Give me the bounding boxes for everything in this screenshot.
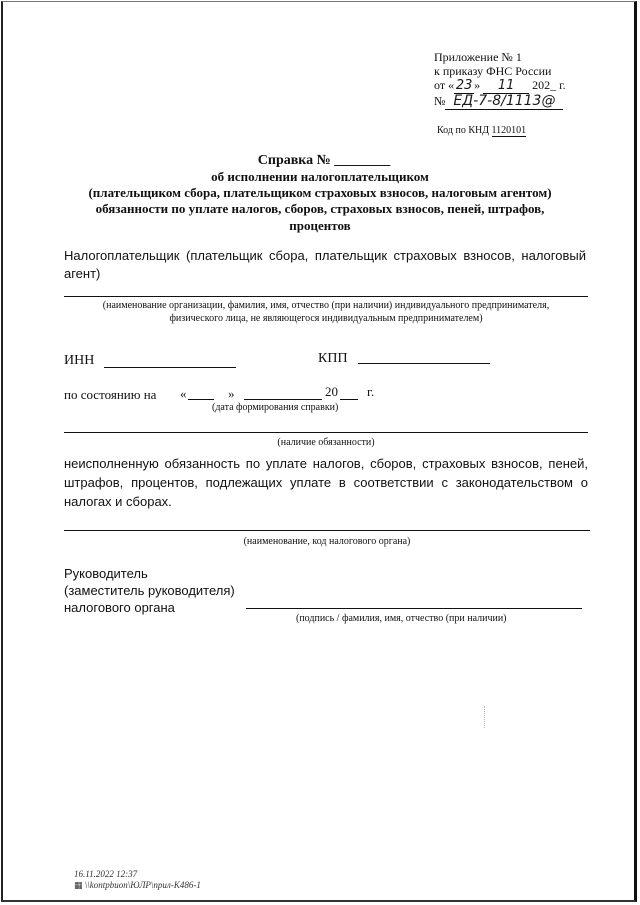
- obligation-caption: (наличие обязанности): [277, 437, 375, 448]
- knd-code: 1120101: [491, 125, 527, 136]
- as-of-month-line: [244, 399, 322, 400]
- doc-title: [0, 153, 640, 169]
- obligation-line1: неисполненную обязанность по уплате налогов, сборов, страховых взносов, пеней,: [64, 456, 588, 471]
- taxpayer-line2: агент): [64, 266, 101, 281]
- tax-authority-caption: (наименование, код налогового органа): [243, 536, 411, 547]
- appendix-line1: Приложение № 1: [434, 50, 522, 64]
- appendix-line2: к приказу ФНС России: [434, 64, 552, 78]
- doc-title-line1: Справка № ________: [257, 153, 391, 168]
- appendix-day: 23: [455, 78, 473, 93]
- footer-path-text: \\kontpbuon\ЮЛР\прил-К486-1: [84, 880, 201, 890]
- as-of-close-quote: »: [228, 386, 235, 401]
- tax-authority-line: [64, 530, 590, 531]
- obligation-line3: налогах и сборах.: [64, 494, 172, 509]
- signature-line3: налогового органа: [64, 600, 175, 615]
- page-border: [1, 1, 637, 902]
- taxpayer-name-line: [64, 296, 588, 297]
- inn-field-line: [104, 367, 236, 368]
- as-of-year-line: [340, 399, 358, 400]
- footer-path: [74, 880, 201, 891]
- as-of-year-prefix: 20: [325, 384, 338, 399]
- taxpayer-caption1: (наименование организации, фамилия, имя, отчество (при наличии) индивидуального предпринимателя,: [102, 300, 550, 311]
- kpp-label: КПП: [318, 351, 348, 366]
- inn-label: ИНН: [64, 353, 95, 368]
- appendix-number-row: [434, 93, 563, 110]
- taxpayer-caption2: физического лица, не являющегося индивидуальным предпринимателем): [169, 313, 483, 324]
- as-of-open-quote: «: [180, 386, 187, 401]
- footer-timestamp: 16.11.2022 12:37: [74, 869, 138, 879]
- appendix-year: 202_ г.: [532, 78, 566, 92]
- appendix-date: [434, 78, 566, 94]
- appendix-from-prefix: от «: [434, 78, 455, 92]
- scan-mark: [484, 706, 486, 728]
- doc-title-line4: обязанности по уплате налогов, сборов, страховых взносов, пеней, штрафов,: [95, 201, 545, 216]
- appendix-no-prefix: №: [434, 94, 446, 108]
- appendix-number: ЕД-7-8/1113@: [445, 93, 563, 110]
- obligation-line2: штрафов, процентов, подлежащих уплате в соответствии с законодательством о: [64, 475, 588, 490]
- as-of-caption: (дата формирования справки): [212, 402, 339, 413]
- kpp-field-line: [358, 363, 490, 364]
- taxpayer-line1: Налогоплательщик (плательщик сбора, плательщик страховых взносов, налоговый: [64, 248, 586, 263]
- as-of-label: по состоянию на: [64, 387, 157, 402]
- signature-caption: (подпись / фамилия, имя, отчество (при наличии): [296, 613, 507, 624]
- obligation-line: [64, 432, 588, 433]
- knd-label: Код по КНД: [437, 125, 490, 136]
- doc-title-line5: процентов: [289, 218, 351, 233]
- signature-field-line: [246, 608, 582, 609]
- signature-line2: (заместитель руководителя): [64, 583, 235, 598]
- knd-row: [437, 125, 526, 136]
- footer-file-icon: ▦: [74, 880, 83, 890]
- doc-title-line2: об исполнении налогоплательщиком: [211, 169, 429, 184]
- as-of-day-line: [188, 399, 214, 400]
- appendix-day-close: »: [474, 78, 481, 92]
- as-of-year-suffix: г.: [367, 384, 375, 399]
- signature-line1: Руководитель: [64, 566, 148, 581]
- appendix-month: 11: [483, 78, 529, 94]
- doc-title-line3: (плательщиком сбора, плательщиком страховых взносов, налоговым агентом): [88, 185, 552, 200]
